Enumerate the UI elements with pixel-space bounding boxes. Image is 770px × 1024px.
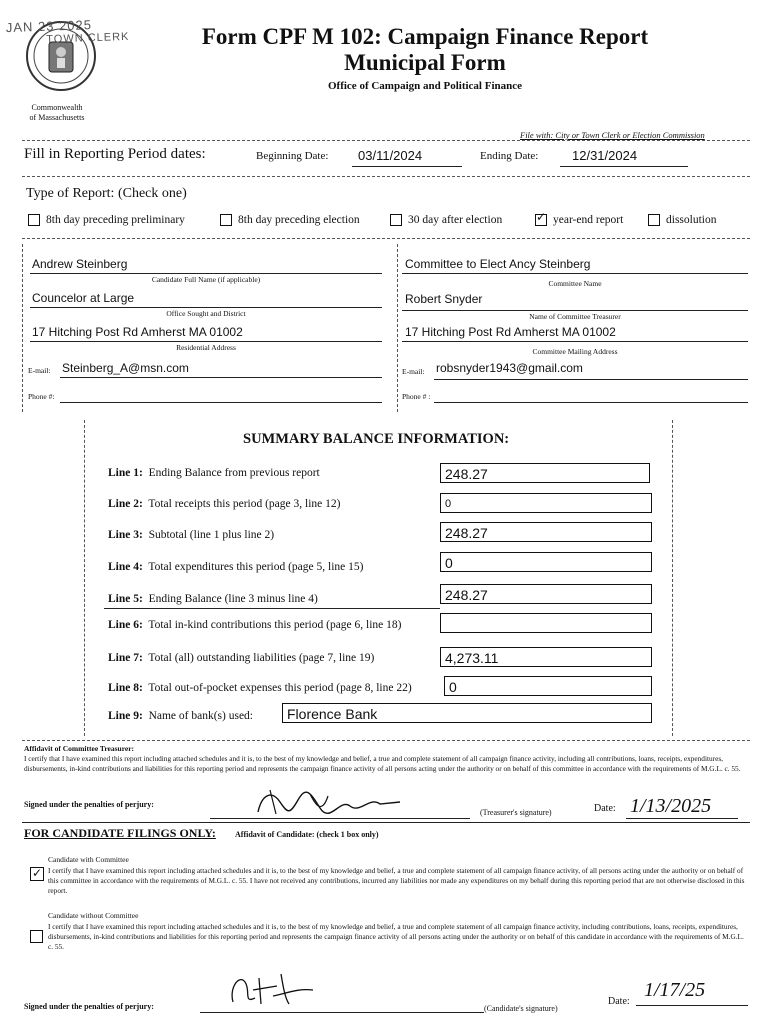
summary-line-5: Line 5: Ending Balance (line 3 minus line 4) [108, 593, 318, 605]
committee-email-label: E-mail: [402, 367, 425, 376]
candidate-email-label: E-mail: [28, 366, 51, 375]
option-8th-preliminary[interactable]: 8th day preceding preliminary [28, 214, 185, 226]
line2-value-field[interactable]: 0 [440, 493, 652, 513]
line5-value-field[interactable]: 248.27 [440, 584, 652, 604]
treasurer-name-caption: Name of Committee Treasurer [529, 312, 621, 321]
line6-value-field[interactable] [440, 613, 652, 633]
residential-address-caption: Residential Address [176, 343, 236, 352]
line8-value-field[interactable]: 0 [444, 676, 652, 696]
with-committee-checkbox[interactable]: ✓ [31, 866, 43, 880]
committee-name-field[interactable]: Committee to Elect Ancy Steinberg [405, 257, 591, 271]
committee-address-field[interactable]: 17 Hitching Post Rd Amherst MA 01002 [405, 325, 616, 339]
committee-address-caption: Committee Mailing Address [532, 347, 618, 356]
treasurer-affidavit-title: Affidavit of Committee Treasurer: [24, 744, 135, 753]
checkbox[interactable] [220, 214, 232, 226]
summary-line-3: Line 3: Subtotal (line 1 plus line 2) [108, 529, 275, 541]
seal-caption: Commonwealth of Massachusetts [29, 103, 85, 122]
without-committee-text: I certify that I have examined this report including attached schedules and it is, to the best of my knowledge and belief, a true and complete statement of all campaign finance activity, including contributions, loans, receipts, expenditures, disbursements, in-kind contributions and liabilities for this reporting period and represents the campaign finance activity of all persons acting under the authority or on behalf of this candidate in accordance with the requirements of M.G.L. c. 55. [48, 922, 744, 951]
candidate-date-field[interactable]: 1/17/25 [644, 979, 706, 1001]
treasurer-name-field[interactable]: Robert Snyder [405, 292, 483, 306]
line7-value-field[interactable]: 4,273.11 [440, 647, 652, 667]
without-committee-title: Candidate without Committee [48, 911, 139, 920]
checkbox-checked[interactable]: ✓ [536, 210, 547, 225]
office-sought-field[interactable]: Councelor at Large [32, 291, 135, 305]
without-committee-checkbox[interactable] [30, 930, 43, 943]
checkbox[interactable] [648, 214, 660, 226]
option-8th-election[interactable]: 8th day preceding election [220, 214, 360, 226]
line4-value-field[interactable]: 0 [440, 552, 652, 572]
checkbox[interactable] [28, 214, 40, 226]
checkbox[interactable] [390, 214, 402, 226]
committee-phone-field[interactable] [434, 402, 748, 403]
form-subtitle: Office of Campaign and Political Finance [327, 80, 522, 92]
candidate-name-caption: Candidate Full Name (if applicable) [151, 275, 261, 284]
line1-value-field[interactable]: 248.27 [440, 463, 650, 483]
with-committee-text: I certify that I have examined this report including attached schedules and it is, to the best of my knowledge and belief, a true and complete statement of all campaign finance activity, of all persons acting under the authority or on behalf of this committee in accordance with the requirements of M.G.L. c. 55. I have not received any contributions, incurred any liabilities nor made any expenditures on my behalf during this reporting period that are not otherwise disclosed in this report. [48, 866, 745, 895]
candidate-date-label: Date: [608, 996, 630, 1007]
begin-date-label: Beginning Date: [256, 150, 329, 162]
end-date-field[interactable]: 12/31/2024 [572, 148, 638, 163]
option-dissolution[interactable]: dissolution [648, 214, 716, 226]
candidate-phone-label: Phone #: [28, 392, 55, 401]
stamp-date: JAN 23 2025 [5, 17, 93, 36]
treasurer-affidavit-text: I certify that I have examined this report including attached schedules and it is, to the best of my knowledge and belief, a true and complete statement of all campaign finance activity, including all contributions, loans, receipts, expenditures, disbursements, in-kind contributions and liabilities for this reporting period and represents the campaign finance activity of all persons acting under the authority or on behalf of this committee in accordance with the requirements of M.G.L. c. 55. [24, 754, 741, 773]
with-committee-title: Candidate with Committee [48, 855, 129, 864]
stamp-office: TOWN CLERK [46, 30, 130, 46]
candidate-name-field[interactable]: Andrew Steinberg [32, 257, 128, 271]
office-sought-caption: Office Sought and District [166, 309, 246, 318]
line3-value-field[interactable]: 248.27 [440, 522, 652, 542]
option-30-day-after[interactable]: 30 day after election [390, 214, 502, 226]
candidate-filings-subtitle: Affidavit of Candidate: (check 1 box only) [235, 830, 379, 839]
summary-line-1: Line 1: Ending Balance from previous report [108, 467, 320, 479]
end-date-label: Ending Date: [480, 150, 539, 162]
treasurer-date-field[interactable]: 1/13/2025 [630, 795, 712, 817]
summary-line-9: Line 9: Name of bank(s) used: [108, 710, 254, 722]
summary-line-7: Line 7: Total (all) outstanding liabilities (page 7, line 19) [108, 652, 375, 664]
bank-name-field[interactable]: Florence Bank [282, 703, 652, 723]
summary-line-4: Line 4: Total expenditures this period (page 5, line 15) [108, 561, 364, 573]
summary-title: SUMMARY BALANCE INFORMATION: [243, 431, 510, 447]
candidate-signature[interactable] [225, 968, 335, 1017]
candidate-phone-field[interactable] [60, 402, 382, 403]
received-stamp [6, 16, 130, 47]
committee-phone-label: Phone # : [402, 392, 431, 401]
summary-line-6: Line 6: Total in-kind contributions this period (page 6, line 18) [108, 619, 402, 631]
committee-name-caption: Committee Name [548, 279, 602, 288]
title-line2: Municipal Form [344, 50, 506, 75]
form-title [170, 24, 680, 76]
committee-email-field[interactable]: robsnyder1943@gmail.com [436, 361, 583, 375]
begin-date-field[interactable]: 03/11/2024 [358, 148, 423, 163]
summary-line-2: Line 2: Total receipts this period (page 3, line 12) [108, 498, 341, 510]
period-label: Fill in Reporting Period dates: [24, 146, 206, 162]
treasurer-date-label: Date: [594, 803, 616, 814]
summary-line-8: Line 8: Total out-of-pocket expenses this period (page 8, line 22) [108, 682, 412, 694]
file-with-note: File with: City or Town Clerk or Election Commission [520, 130, 705, 140]
treasurer-signed-label: Signed under the penalties of perjury: [24, 800, 154, 809]
report-type-label: Type of Report: (Check one) [26, 186, 187, 201]
treasurer-signature-caption: (Treasurer's signature) [480, 808, 552, 817]
candidate-signature-caption: (Candidate's signature) [484, 1004, 558, 1013]
title-line1: Form CPF M 102: Campaign Finance Report [201, 24, 649, 49]
candidate-filings-title: FOR CANDIDATE FILINGS ONLY: [24, 826, 216, 840]
option-year-end[interactable]: ✓ year-end report [536, 210, 624, 226]
candidate-signed-label: Signed under the penalties of perjury: [24, 1002, 154, 1011]
candidate-email-field[interactable]: Steinberg_A@msn.com [62, 361, 189, 375]
residential-address-field[interactable]: 17 Hitching Post Rd Amherst MA 01002 [32, 325, 243, 339]
